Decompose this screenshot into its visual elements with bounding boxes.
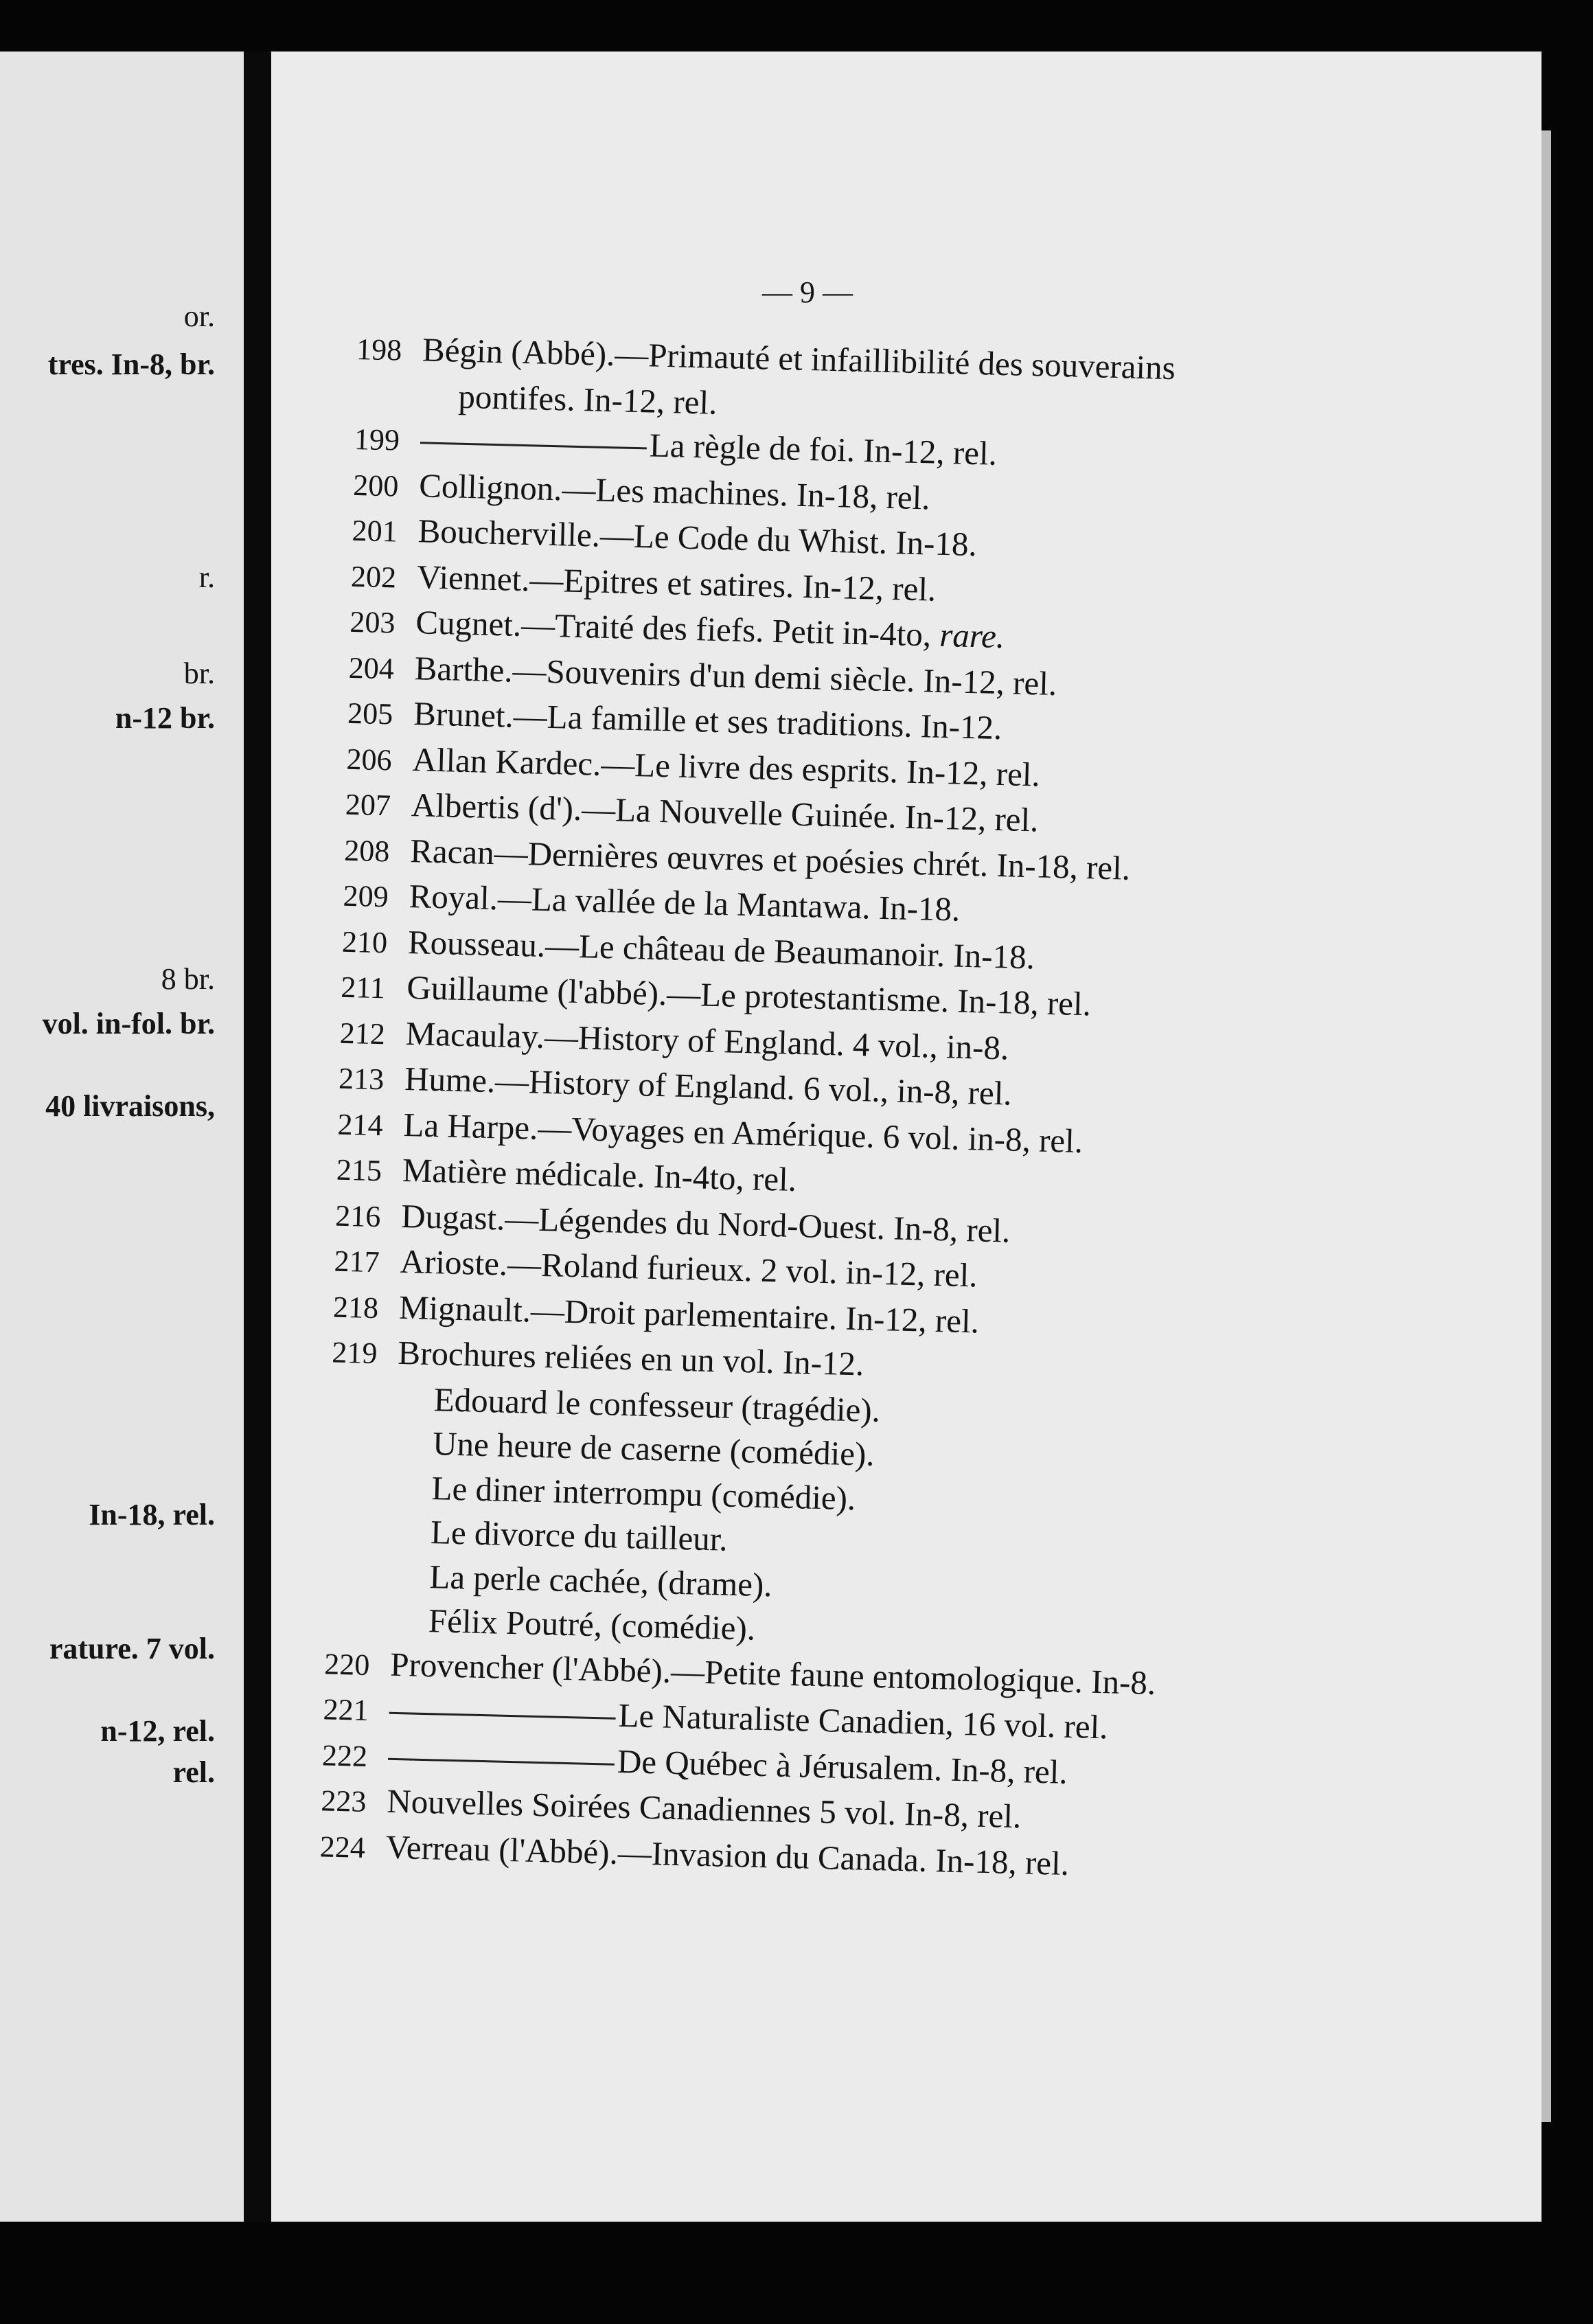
entry-text: Edouard le confesseur (tragédie). [433,1380,881,1429]
left-fragment: rature. 7 vol. [49,1632,215,1665]
entry-number: 210 [341,924,388,959]
left-fragment: vol. in-fol. br. [42,1007,215,1040]
entry-text: Félix Poutré, (comédie). [428,1602,756,1648]
entry-number: 216 [334,1198,381,1233]
entry-text: Albertis (d').—La Nouvelle Guinée. In-12, rel. [411,786,1040,839]
entry-number: 209 [343,878,389,914]
entry-number: 212 [339,1016,386,1051]
entry-text: Macaulay.—History of England. 4 vol., in-8. [405,1014,1009,1067]
page-number: — 9 — [762,275,853,309]
entry-text: Collignon.—Les machines. In-18, rel. [418,466,931,516]
entry-number: 213 [338,1061,385,1097]
entry-number: 218 [332,1290,379,1325]
entry-text: pontifes. In-12, rel. [457,377,718,422]
entry-text: Dugast.—Légendes du Nord-Ouest. In-8, rel. [400,1196,1011,1250]
entry-number: 219 [331,1335,378,1371]
left-fragment: 8 br. [161,962,215,996]
entry-text: Viennet.—Epitres et satires. In-12, rel. [416,557,937,608]
entry-text: Arioste.—Roland furieux. 2 vol. in-12, rel. [400,1242,978,1295]
entry-text: Hume.—History of England. 6 vol., in-8, rel. [404,1060,1013,1113]
left-fragment: br. [183,657,215,690]
left-fragment: n-12, rel. [100,1714,215,1748]
entry-number: 214 [337,1107,384,1142]
entry-text: Brochures reliées en un vol. In-12. [397,1333,864,1383]
entry-text: Le divorce du tailleur. [430,1513,729,1558]
entry-text: La Harpe.—Voyages en Amérique. 6 vol. in-8, rel. [402,1105,1084,1160]
entry-number: 215 [336,1152,382,1188]
left-fragment: 40 livraisons, [45,1089,215,1123]
book-gutter [244,52,271,2222]
entry-text: Royal.—La vallée de la Mantawa. In-18. [409,877,961,929]
entry-text: La règle de foi. In-12, rel. [649,426,998,472]
entry-text: Nouvelles Soirées Canadiennes 5 vol. In-8, rel. [386,1781,1022,1836]
entry-number: 203 [349,604,396,640]
entry-number: 217 [334,1244,380,1279]
entry-text: Bégin (Abbé).—Primauté et infaillibilité des souverains [422,330,1176,387]
entry-number: 201 [352,513,398,549]
entry-text: Rousseau.—Le château de Beaumanoir. In-18. [407,922,1035,976]
entry-text: Racan—Dernières œuvres et poésies chrét. In-18, rel. [409,831,1131,887]
left-fragment: In-18, rel. [89,1498,215,1531]
entry-text: Allan Kardec.—Le livre des esprits. In-12, rel. [411,740,1041,793]
entry-number: 204 [348,650,395,685]
left-fragment: r. [198,560,215,594]
left-fragment: rel. [172,1755,215,1789]
entry-text: Brunet.—La famille et ses traditions. In-12. [413,694,1002,747]
page-edge [1542,130,1551,2122]
entry-text: De Québec à Jérusalem. In-8, rel. [617,1742,1068,1791]
ditto-rule [389,1712,616,1720]
entry-text: Barthe.—Souvenirs d'un demi siècle. In-12, rel. [414,648,1057,703]
entry-text: La perle cachée, (drame). [428,1557,773,1604]
entry-text: Le Naturaliste Canadien, 16 vol. rel. [618,1696,1109,1746]
ditto-rule [388,1757,615,1765]
left-page [0,52,244,2222]
entry-text: Guillaume (l'abbé).—Le protestantisme. In-18, rel. [406,968,1092,1023]
entry-number: 208 [343,833,390,868]
entry-number: 206 [346,742,393,777]
entry-number: 222 [321,1738,368,1773]
catalogue-listing [319,326,1386,1894]
entry-text: Une heure de caserne (comédie). [432,1424,875,1473]
entry-number: 200 [352,468,399,503]
entry-text: Matière médicale. In-4to, rel. [402,1150,797,1198]
ditto-rule [420,442,647,450]
left-fragment: n-12 br. [115,701,215,735]
left-fragment: or. [183,299,215,333]
entry-number: 205 [347,696,393,731]
entry-text: Boucherville.—Le Code du Whist. In-18. [417,512,978,564]
entry-text: Mignault.—Droit parlementaire. In-12, rel. [398,1288,980,1341]
entry-note: rare. [939,615,1005,656]
entry-number: 207 [345,787,391,823]
left-fragment: tres. In-8, br. [47,348,215,381]
entry-text: Verreau (l'Abbé).—Invasion du Canada. In-18, rel. [385,1827,1070,1882]
entry-number: 202 [350,559,397,594]
entry-number: 211 [340,970,386,1005]
entry-text: Cugnet.—Traité des fiefs. Petit in-4to, [415,603,941,654]
entry-text: Provencher (l'Abbé).—Petite faune entomologique. In-8. [389,1645,1156,1702]
entry-number: 221 [323,1692,369,1728]
entry-number: 220 [323,1646,370,1682]
entry-text: Le diner interrompu (comédie). [431,1468,856,1517]
entry-number: 224 [319,1829,366,1865]
entry-number: 199 [354,422,400,457]
entry-number: 223 [320,1784,367,1819]
entry-number: 198 [356,332,402,367]
